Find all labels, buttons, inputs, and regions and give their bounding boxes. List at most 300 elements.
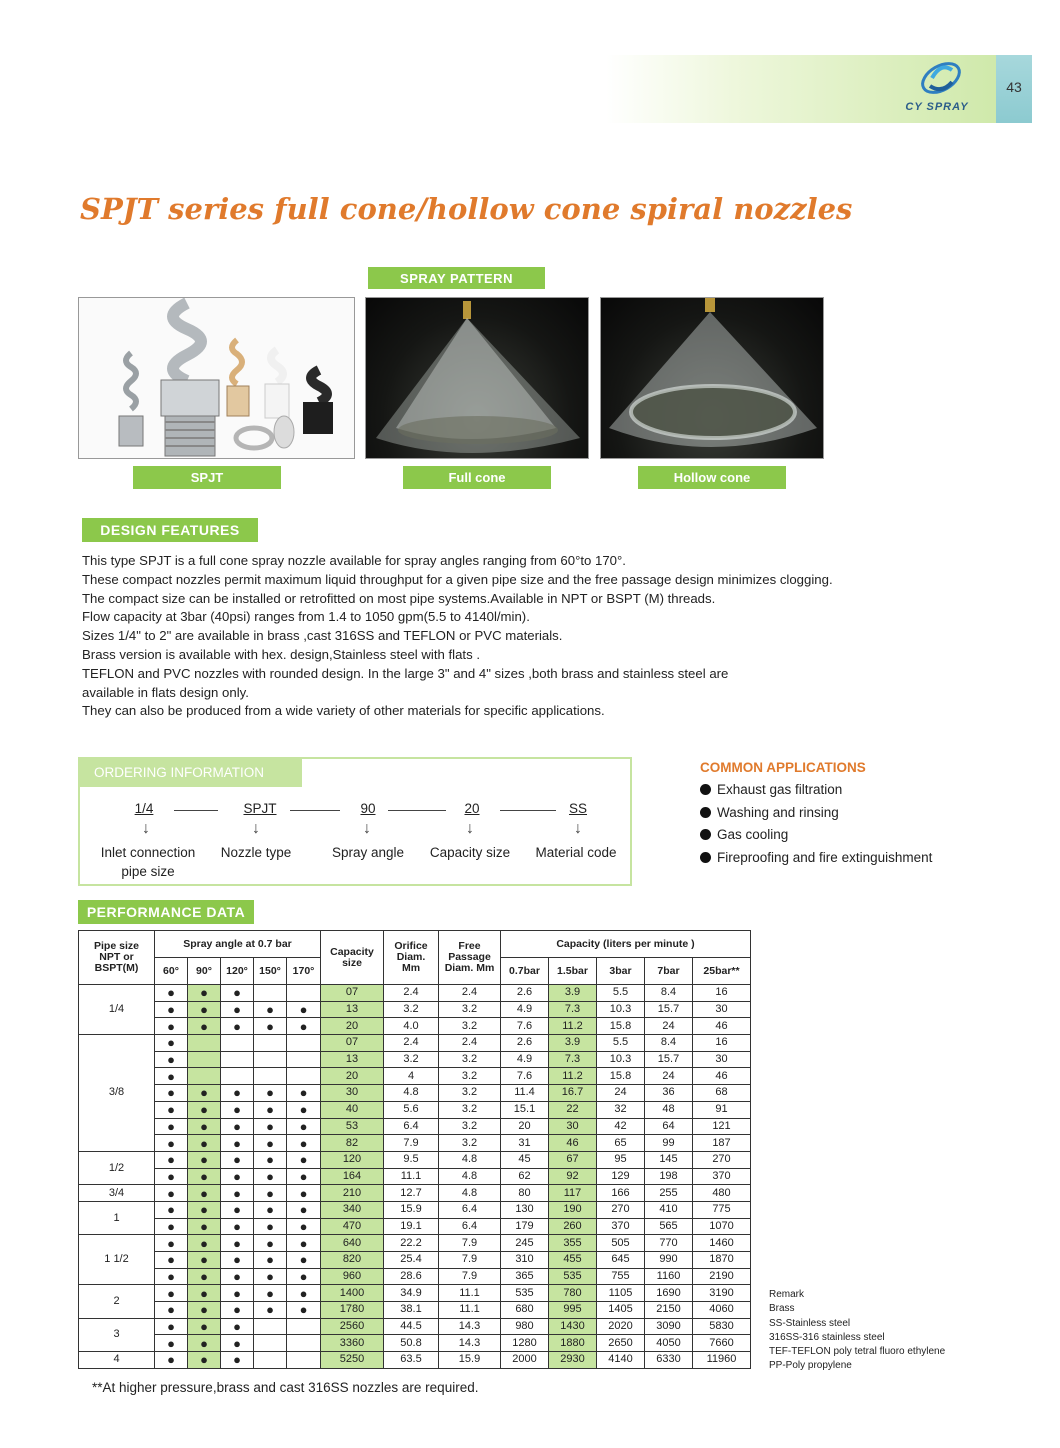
free-passage-cell: 4.8	[439, 1185, 501, 1202]
capacity-value-cell: 2000	[501, 1352, 549, 1369]
feature-line: available in flats design only.	[82, 684, 249, 700]
angle-availability-cell: ●	[155, 1135, 188, 1152]
capacity-value-cell: 535	[501, 1285, 549, 1302]
capacity-value-cell: 680	[501, 1302, 549, 1319]
capacity-value-cell: 5.5	[597, 1035, 645, 1052]
angle-availability-cell: ●	[287, 1085, 321, 1102]
angle-availability-cell: ●	[287, 1252, 321, 1269]
angle-availability-cell: ●	[254, 1185, 287, 1202]
order-desc-line: pipe size	[121, 864, 175, 879]
angle-availability-cell: ●	[155, 1018, 188, 1035]
capacity-value-cell: 24	[645, 1068, 693, 1085]
angle-availability-cell: ●	[254, 1218, 287, 1235]
capacity-value-cell: 20	[501, 1118, 549, 1135]
capacity-value-cell: 62	[501, 1168, 549, 1185]
capacity-value-cell: 7.3	[549, 1001, 597, 1018]
angle-availability-cell: ●	[188, 1201, 221, 1218]
table-row	[79, 1001, 751, 1018]
hollow-cone-spray-photo	[600, 297, 824, 459]
caption-hollow-cone: Hollow cone	[638, 466, 786, 489]
order-desc-pipe	[86, 843, 210, 881]
angle-availability-cell: ●	[254, 1135, 287, 1152]
angle-availability-cell: ●	[188, 1335, 221, 1352]
angle-availability-cell: ●	[188, 1252, 221, 1269]
header-free-passage: Free Passage Diam. Mm	[439, 931, 501, 985]
orifice-cell: 25.4	[384, 1252, 439, 1269]
orifice-cell: 4	[384, 1068, 439, 1085]
order-connector	[388, 810, 446, 811]
capacity-value-cell: 16	[693, 985, 751, 1002]
capacity-value-cell: 10.3	[597, 1001, 645, 1018]
angle-availability-cell: ●	[155, 1085, 188, 1102]
capacity-value-cell: 4140	[597, 1352, 645, 1369]
free-passage-cell: 3.2	[439, 1101, 501, 1118]
header-angle: 120°	[221, 958, 254, 985]
table-row	[79, 1252, 751, 1269]
angle-availability-cell: ●	[155, 1268, 188, 1285]
application-label: Fireproofing and fire extinguishment	[717, 849, 933, 865]
capacity-value-cell: 480	[693, 1185, 751, 1202]
angle-availability-cell	[188, 1051, 221, 1068]
performance-table-body	[79, 985, 751, 1369]
capacity-size-cell: 1400	[321, 1285, 384, 1302]
angle-availability-cell	[254, 1318, 287, 1335]
application-label: Gas cooling	[717, 827, 789, 843]
capacity-value-cell: 36	[645, 1085, 693, 1102]
angle-availability-cell: ●	[155, 1201, 188, 1218]
orifice-cell: 22.2	[384, 1235, 439, 1252]
order-code-capacity: 20	[464, 801, 480, 816]
angle-availability-cell: ●	[188, 1235, 221, 1252]
angle-availability-cell: ●	[155, 1285, 188, 1302]
remark-line: SS-Stainless steel	[769, 1317, 851, 1329]
angle-availability-cell	[221, 1035, 254, 1052]
angle-availability-cell: ●	[188, 1352, 221, 1369]
angle-availability-cell	[221, 1068, 254, 1085]
angle-availability-cell: ●	[188, 985, 221, 1002]
table-row	[79, 1352, 751, 1369]
capacity-value-cell: 7.3	[549, 1051, 597, 1068]
capacity-value-cell: 565	[645, 1218, 693, 1235]
header-angle: 150°	[254, 958, 287, 985]
capacity-value-cell: 45	[501, 1151, 549, 1168]
angle-availability-cell	[287, 985, 321, 1002]
angle-availability-cell: ●	[221, 1335, 254, 1352]
pipe-size-cell: 1/2	[79, 1151, 155, 1184]
angle-availability-cell	[287, 1318, 321, 1335]
capacity-value-cell: 1070	[693, 1218, 751, 1235]
application-label: Washing and rinsing	[717, 804, 839, 820]
angle-availability-cell: ●	[221, 1201, 254, 1218]
capacity-value-cell: 4050	[645, 1335, 693, 1352]
angle-availability-cell: ●	[188, 1185, 221, 1202]
header-capacity-size: Capacity size	[321, 931, 384, 985]
free-passage-cell: 11.1	[439, 1302, 501, 1319]
angle-availability-cell: ●	[254, 1101, 287, 1118]
angle-availability-cell	[287, 1051, 321, 1068]
capacity-size-cell: 20	[321, 1018, 384, 1035]
angle-availability-cell: ●	[155, 1118, 188, 1135]
order-code-type: SPJT	[243, 801, 277, 816]
angle-availability-cell	[287, 1035, 321, 1052]
table-row	[79, 1135, 751, 1152]
capacity-value-cell: 91	[693, 1101, 751, 1118]
capacity-value-cell: 8.4	[645, 985, 693, 1002]
orifice-cell: 12.7	[384, 1185, 439, 1202]
angle-availability-cell: ●	[155, 1101, 188, 1118]
orifice-cell: 34.9	[384, 1285, 439, 1302]
angle-availability-cell: ●	[221, 1118, 254, 1135]
feature-line: The compact size can be installed or retrofitted on most pipe systems.Available in NPT or BSPT (M) threads.	[82, 590, 716, 606]
free-passage-cell: 15.9	[439, 1352, 501, 1369]
capacity-value-cell: 4060	[693, 1302, 751, 1319]
capacity-size-cell: 13	[321, 1051, 384, 1068]
capacity-value-cell: 92	[549, 1168, 597, 1185]
free-passage-cell: 3.2	[439, 1001, 501, 1018]
order-connector	[500, 810, 556, 811]
orifice-cell: 2.4	[384, 1035, 439, 1052]
table-row	[79, 1268, 751, 1285]
down-arrow-icon: ↓	[466, 820, 474, 837]
angle-availability-cell: ●	[254, 1235, 287, 1252]
angle-availability-cell	[254, 1352, 287, 1369]
capacity-value-cell: 2150	[645, 1302, 693, 1319]
capacity-value-cell: 16.7	[549, 1085, 597, 1102]
capacity-size-cell: 120	[321, 1151, 384, 1168]
remark-line: 316SS-316 stainless steel	[769, 1331, 885, 1343]
angle-availability-cell: ●	[188, 1018, 221, 1035]
capacity-size-cell: 820	[321, 1252, 384, 1269]
capacity-size-cell: 40	[321, 1101, 384, 1118]
capacity-value-cell: 11.2	[549, 1018, 597, 1035]
angle-availability-cell: ●	[287, 1268, 321, 1285]
capacity-value-cell: 1460	[693, 1235, 751, 1252]
capacity-value-cell: 245	[501, 1235, 549, 1252]
capacity-size-cell: 164	[321, 1168, 384, 1185]
angle-availability-cell: ●	[188, 1218, 221, 1235]
capacity-value-cell: 48	[645, 1101, 693, 1118]
table-row	[79, 1118, 751, 1135]
remark-line: Remark	[769, 1289, 805, 1300]
angle-availability-cell: ●	[155, 1035, 188, 1052]
caption-full-cone: Full cone	[403, 466, 551, 489]
free-passage-cell: 4.8	[439, 1168, 501, 1185]
capacity-value-cell: 15.7	[645, 1051, 693, 1068]
application-label: Exhaust gas filtration	[717, 782, 843, 797]
capacity-value-cell: 995	[549, 1302, 597, 1319]
feature-line: Brass version is available with hex. design,Stainless steel with flats .	[82, 646, 481, 662]
angle-availability-cell: ●	[155, 1302, 188, 1319]
feature-line: These compact nozzles permit maximum liquid throughput for a given pipe size and the free passage design minimizes clogging.	[82, 571, 833, 587]
bullet-icon	[700, 807, 711, 818]
capacity-value-cell: 6330	[645, 1352, 693, 1369]
full-cone-spray-photo	[365, 297, 589, 459]
capacity-value-cell: 16	[693, 1035, 751, 1052]
capacity-value-cell: 5830	[693, 1318, 751, 1335]
header-orifice: Orifice Diam. Mm	[384, 931, 439, 985]
feature-line: TEFLON and PVC nozzles with rounded design. In the large 3" and 4" sizes ,both brass and stainless steel are	[82, 665, 729, 681]
angle-availability-cell: ●	[221, 1252, 254, 1269]
capacity-value-cell: 22	[549, 1101, 597, 1118]
angle-availability-cell: ●	[287, 1018, 321, 1035]
angle-availability-cell: ●	[188, 1151, 221, 1168]
angle-availability-cell: ●	[254, 1302, 287, 1319]
angle-availability-cell: ●	[188, 1285, 221, 1302]
remark-legend	[769, 1288, 945, 1374]
capacity-size-cell: 470	[321, 1218, 384, 1235]
angle-availability-cell: ●	[287, 1001, 321, 1018]
order-code-pipe: 1/4	[134, 801, 154, 816]
capacity-value-cell: 11.4	[501, 1085, 549, 1102]
angle-availability-cell: ●	[254, 1268, 287, 1285]
down-arrow-icon: ↓	[574, 820, 582, 837]
angle-availability-cell	[254, 1335, 287, 1352]
orifice-cell: 11.1	[384, 1168, 439, 1185]
angle-availability-cell: ●	[287, 1285, 321, 1302]
angle-availability-cell: ●	[221, 1135, 254, 1152]
angle-availability-cell	[188, 1035, 221, 1052]
header-capacity: Capacity (liters per minute )	[501, 931, 751, 958]
free-passage-cell: 3.2	[439, 1135, 501, 1152]
angle-availability-cell: ●	[287, 1218, 321, 1235]
free-passage-cell: 7.9	[439, 1268, 501, 1285]
angle-availability-cell: ●	[155, 1051, 188, 1068]
down-arrow-icon: ↓	[363, 820, 371, 837]
capacity-value-cell: 310	[501, 1252, 549, 1269]
orifice-cell: 3.2	[384, 1001, 439, 1018]
order-desc-angle: Spray angle	[331, 845, 405, 860]
footnote: **At higher pressure,brass and cast 316SS nozzles are required.	[92, 1380, 479, 1395]
capacity-value-cell: 1880	[549, 1335, 597, 1352]
order-connector	[290, 810, 340, 811]
capacity-size-cell: 3360	[321, 1335, 384, 1352]
capacity-value-cell: 121	[693, 1118, 751, 1135]
angle-availability-cell	[287, 1335, 321, 1352]
capacity-value-cell: 2.6	[501, 985, 549, 1002]
angle-availability-cell	[221, 1051, 254, 1068]
capacity-value-cell: 255	[645, 1185, 693, 1202]
header-pipe-size: Pipe size NPT or BSPT(M)	[79, 931, 155, 985]
angle-availability-cell: ●	[287, 1118, 321, 1135]
feature-line: They can also be produced from a wide variety of other materials for specific applications.	[82, 703, 605, 719]
capacity-value-cell: 755	[597, 1268, 645, 1285]
capacity-value-cell: 7.6	[501, 1068, 549, 1085]
table-row	[79, 1318, 751, 1335]
angle-availability-cell: ●	[155, 1335, 188, 1352]
capacity-value-cell: 780	[549, 1285, 597, 1302]
table-row	[79, 1185, 751, 1202]
capacity-value-cell: 8.4	[645, 1035, 693, 1052]
header-angle: 90°	[188, 958, 221, 985]
angle-availability-cell: ●	[287, 1185, 321, 1202]
free-passage-cell: 2.4	[439, 985, 501, 1002]
angle-availability-cell: ●	[221, 1235, 254, 1252]
capacity-value-cell: 365	[501, 1268, 549, 1285]
orifice-cell: 4.8	[384, 1085, 439, 1102]
capacity-size-cell: 340	[321, 1201, 384, 1218]
capacity-value-cell: 270	[693, 1151, 751, 1168]
ordering-heading: ORDERING INFORMATION	[80, 759, 302, 787]
bullet-icon	[700, 852, 711, 863]
angle-availability-cell: ●	[221, 1168, 254, 1185]
free-passage-cell: 3.2	[439, 1085, 501, 1102]
angle-availability-cell	[254, 985, 287, 1002]
free-passage-cell: 6.4	[439, 1201, 501, 1218]
angle-availability-cell: ●	[254, 1018, 287, 1035]
angle-availability-cell: ●	[254, 1168, 287, 1185]
angle-availability-cell: ●	[155, 1252, 188, 1269]
capacity-value-cell: 7.6	[501, 1018, 549, 1035]
capacity-value-cell: 355	[549, 1235, 597, 1252]
angle-availability-cell: ●	[287, 1151, 321, 1168]
capacity-size-cell: 07	[321, 985, 384, 1002]
table-row	[79, 1151, 751, 1168]
header-pressure: 25bar**	[693, 958, 751, 985]
angle-availability-cell	[254, 1068, 287, 1085]
angle-availability-cell: ●	[221, 1001, 254, 1018]
capacity-value-cell: 2930	[549, 1352, 597, 1369]
capacity-value-cell: 410	[645, 1201, 693, 1218]
table-row	[79, 1085, 751, 1102]
angle-availability-cell	[287, 1352, 321, 1369]
capacity-size-cell: 53	[321, 1118, 384, 1135]
angle-availability-cell: ●	[155, 1168, 188, 1185]
angle-availability-cell: ●	[287, 1135, 321, 1152]
capacity-value-cell: 1105	[597, 1285, 645, 1302]
angle-availability-cell: ●	[155, 1001, 188, 1018]
pipe-size-cell: 2	[79, 1285, 155, 1318]
feature-line: This type SPJT is a full cone spray nozzle available for spray angles ranging from 60°to 170°.	[82, 553, 626, 568]
angle-availability-cell	[254, 1035, 287, 1052]
capacity-value-cell: 64	[645, 1118, 693, 1135]
angle-availability-cell: ●	[254, 1285, 287, 1302]
bullet-icon	[700, 784, 711, 795]
orifice-cell: 19.1	[384, 1218, 439, 1235]
capacity-value-cell: 775	[693, 1201, 751, 1218]
angle-availability-cell: ●	[221, 985, 254, 1002]
orifice-cell: 63.5	[384, 1352, 439, 1369]
capacity-size-cell: 30	[321, 1085, 384, 1102]
capacity-size-cell: 210	[321, 1185, 384, 1202]
application-item	[700, 779, 932, 802]
angle-availability-cell: ●	[287, 1201, 321, 1218]
capacity-value-cell: 5.5	[597, 985, 645, 1002]
capacity-value-cell: 3090	[645, 1318, 693, 1335]
angle-availability-cell: ●	[221, 1151, 254, 1168]
angle-availability-cell: ●	[254, 1085, 287, 1102]
capacity-size-cell: 1780	[321, 1302, 384, 1319]
free-passage-cell: 2.4	[439, 1035, 501, 1052]
angle-availability-cell	[287, 1068, 321, 1085]
angle-availability-cell: ●	[188, 1302, 221, 1319]
angle-availability-cell: ●	[188, 1101, 221, 1118]
table-row	[79, 1201, 751, 1218]
capacity-value-cell: 3.9	[549, 985, 597, 1002]
capacity-value-cell: 11.2	[549, 1068, 597, 1085]
capacity-value-cell: 24	[597, 1085, 645, 1102]
capacity-value-cell: 260	[549, 1218, 597, 1235]
capacity-size-cell: 20	[321, 1068, 384, 1085]
capacity-value-cell: 4.9	[501, 1001, 549, 1018]
angle-availability-cell: ●	[254, 1001, 287, 1018]
capacity-value-cell: 15.1	[501, 1101, 549, 1118]
capacity-size-cell: 82	[321, 1135, 384, 1152]
angle-availability-cell: ●	[221, 1285, 254, 1302]
angle-availability-cell: ●	[188, 1135, 221, 1152]
orifice-cell: 15.9	[384, 1201, 439, 1218]
angle-availability-cell: ●	[155, 1068, 188, 1085]
angle-availability-cell: ●	[287, 1302, 321, 1319]
capacity-value-cell: 198	[645, 1168, 693, 1185]
common-applications	[700, 760, 932, 869]
capacity-size-cell: 640	[321, 1235, 384, 1252]
down-arrow-icon: ↓	[142, 820, 150, 837]
angle-availability-cell: ●	[221, 1218, 254, 1235]
capacity-value-cell: 980	[501, 1318, 549, 1335]
pipe-size-cell: 3/4	[79, 1185, 155, 1202]
angle-availability-cell: ●	[188, 1268, 221, 1285]
angle-availability-cell: ●	[287, 1168, 321, 1185]
capacity-value-cell: 30	[693, 1001, 751, 1018]
pipe-size-cell: 3/8	[79, 1035, 155, 1152]
application-item	[700, 802, 932, 825]
remark-line: Brass	[769, 1303, 795, 1315]
capacity-value-cell: 1405	[597, 1302, 645, 1319]
order-desc-type: Nozzle type	[220, 845, 292, 860]
angle-availability-cell: ●	[221, 1085, 254, 1102]
capacity-value-cell: 129	[597, 1168, 645, 1185]
application-item	[700, 824, 932, 847]
angle-availability-cell: ●	[254, 1151, 287, 1168]
capacity-value-cell: 10.3	[597, 1051, 645, 1068]
order-connector	[174, 810, 218, 811]
capacity-value-cell: 1160	[645, 1268, 693, 1285]
angle-availability-cell: ●	[155, 985, 188, 1002]
angle-availability-cell: ●	[188, 1318, 221, 1335]
pipe-size-cell: 1	[79, 1201, 155, 1234]
order-desc-capacity: Capacity size	[429, 845, 511, 860]
capacity-value-cell: 455	[549, 1252, 597, 1269]
application-item	[700, 847, 932, 870]
feature-line: Sizes 1/4" to 2" are available in brass ,cast 316SS and TEFLON or PVC materials.	[82, 628, 563, 644]
angle-availability-cell: ●	[155, 1318, 188, 1335]
header-pressure: 0.7bar	[501, 958, 549, 985]
angle-availability-cell	[188, 1068, 221, 1085]
capacity-value-cell: 2190	[693, 1268, 751, 1285]
page-number: 43	[996, 55, 1032, 123]
angle-availability-cell: ●	[287, 1101, 321, 1118]
spray-pattern-heading: SPRAY PATTERN	[368, 267, 545, 289]
angle-availability-cell: ●	[188, 1118, 221, 1135]
capacity-value-cell: 30	[549, 1118, 597, 1135]
header-spray-angle: Spray angle at 0.7 bar	[155, 931, 321, 958]
table-row	[79, 1068, 751, 1085]
capacity-value-cell: 130	[501, 1201, 549, 1218]
orifice-cell: 38.1	[384, 1302, 439, 1319]
header-angle: 60°	[155, 958, 188, 985]
table-row	[79, 1018, 751, 1035]
free-passage-cell: 14.3	[439, 1335, 501, 1352]
table-row	[79, 1168, 751, 1185]
capacity-value-cell: 15.8	[597, 1018, 645, 1035]
capacity-value-cell: 15.7	[645, 1001, 693, 1018]
table-row	[79, 1218, 751, 1235]
capacity-size-cell: 07	[321, 1035, 384, 1052]
ordering-information-box	[78, 757, 632, 886]
capacity-value-cell: 2650	[597, 1335, 645, 1352]
angle-availability-cell: ●	[221, 1101, 254, 1118]
table-row	[79, 1101, 751, 1118]
